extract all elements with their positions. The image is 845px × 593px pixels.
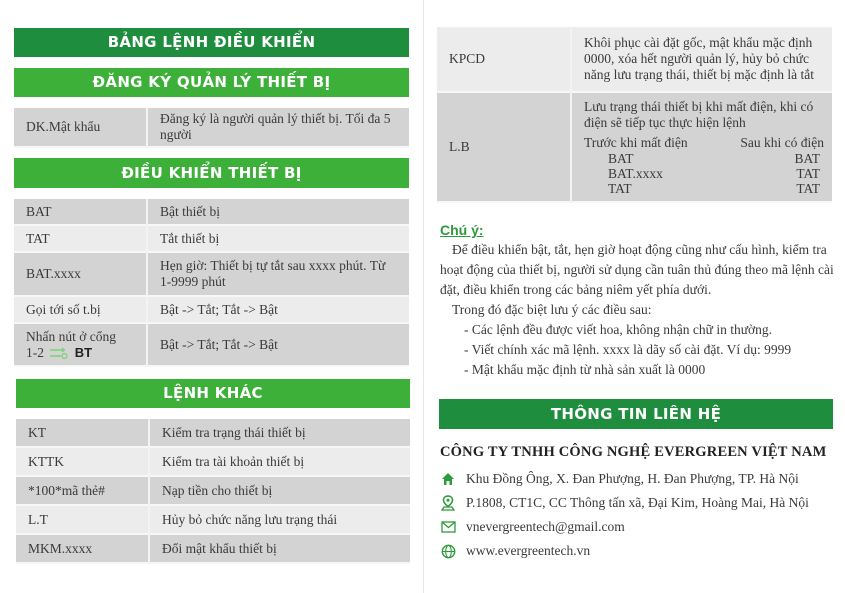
note-bullet: - Mật khẩu mặc định từ nhà sản xuất là 0000: [464, 362, 706, 377]
table-row: [14, 108, 409, 147]
contact-section-title: THÔNG TIN LIÊN HỆ: [550, 405, 722, 423]
table-row: [437, 27, 832, 92]
note-bullet: - Viết chính xác mã lệnh. xxxx là dãy số cài đặt. Ví dụ: 9999: [464, 342, 792, 357]
after-value: TAT: [796, 165, 820, 181]
control-table: [14, 199, 409, 367]
company-name: CÔNG TY TNHH CÔNG NGHỆ EVERGREEN VIỆT NAM: [440, 444, 827, 460]
command-desc: Kiểm tra tài khoản thiết bị: [149, 447, 410, 476]
contact-section-banner: [439, 399, 833, 429]
command-code: *100*mã thẻ#: [16, 476, 149, 505]
command-desc: Kiểm tra trạng thái thiết bị: [149, 419, 410, 447]
note-paragraph: Trong đó đặc biệt lưu ý các điều sau:: [452, 302, 652, 317]
contact-section: [440, 444, 835, 563]
table-row: [16, 476, 410, 505]
after-value: TAT: [796, 180, 820, 196]
command-desc: Đăng ký là người quản lý thiết bị. Tối đa 5 người: [147, 108, 409, 147]
register-section-banner: [14, 68, 409, 97]
command-code: TAT: [14, 225, 147, 252]
control-section-banner: [14, 158, 409, 188]
command-desc: Nạp tiền cho thiết bị: [149, 476, 410, 505]
contact-text: Khu Đồng Ông, X. Đan Phượng, H. Đan Phượng, TP. Hà Nội: [466, 471, 799, 486]
other-table: [16, 419, 410, 564]
before-power-loss-heading: Trước khi mất điện: [584, 134, 688, 150]
command-desc: Tắt thiết bị: [147, 225, 409, 252]
command-desc: Hủy bỏ chức năng lưu trạng thái: [149, 505, 410, 534]
globe-icon: [440, 543, 456, 559]
command-desc: Hẹn giờ: Thiết bị tự tắt sau xxxx phút. Từ 1-9999 phút: [147, 252, 409, 296]
table-row: [14, 323, 409, 366]
table-row: [14, 199, 409, 225]
after-power-restore-heading: Sau khi có điện: [740, 134, 824, 150]
before-value: TAT: [608, 180, 632, 196]
command-code-line2: 1-2: [26, 344, 44, 360]
control-section-title: ĐIỀU KHIỂN THIẾT BỊ: [121, 164, 302, 182]
register-section-title: ĐĂNG KÝ QUẢN LÝ THIẾT BỊ: [92, 73, 331, 91]
after-value: BAT: [794, 150, 820, 166]
power-state-grid: [584, 135, 832, 196]
command-desc: Bật thiết bị: [147, 199, 409, 225]
note-paragraph: Để điều khiển bật, tắt, hẹn giờ hoạt động cũng như cấu hình, kiểm tra hoạt động của thiết bị, người sử dụng cần tuân thủ đúng theo mã lệnh cài đặt, điều khiển trong các bảng niêm yết phía dưới.: [440, 242, 834, 297]
command-code: L.B: [437, 92, 571, 202]
bt-label: BT: [74, 344, 93, 360]
command-desc-cell: [571, 92, 832, 202]
command-code: L.T: [16, 505, 149, 534]
other-section-title: LỆNH KHÁC: [163, 384, 263, 402]
command-code: MKM.xxxx: [16, 534, 149, 563]
contact-address-1: [440, 467, 835, 491]
command-desc: Bật -> Tắt; Tắt -> Bật: [147, 296, 409, 323]
table-row: [14, 225, 409, 252]
main-title-banner: [14, 28, 409, 57]
home-icon: [440, 471, 456, 487]
table-row: [16, 505, 410, 534]
command-code: KPCD: [437, 27, 571, 92]
contact-email[interactable]: [440, 515, 835, 539]
command-code: DK.Mật khẩu: [14, 108, 147, 147]
table-row: [16, 419, 410, 447]
note-section: [440, 220, 835, 380]
mail-icon: [440, 519, 456, 535]
command-code: KT: [16, 419, 149, 447]
switch-toggle-icon: [49, 347, 69, 359]
note-title: Chú ý:: [440, 222, 484, 238]
contact-email-link[interactable]: vnevergreentech@gmail.com: [466, 519, 625, 534]
command-code: BAT.xxxx: [14, 252, 147, 296]
command-code: KTTK: [16, 447, 149, 476]
command-code: [14, 323, 147, 366]
contact-website[interactable]: [440, 539, 835, 563]
contact-address-2: [440, 491, 835, 515]
command-desc: Khôi phục cài đặt gốc, mật khẩu mặc định 0000, xóa hết người quản lý, hủy bỏ chức năng lưu trạng thái, thiết bị mặc định là tắt: [571, 27, 832, 92]
before-value: BAT: [608, 150, 634, 166]
command-desc: Đổi mật khẩu thiết bị: [149, 534, 410, 563]
table-row: [16, 534, 410, 563]
command-code-line1: Nhấn nút ở cổng: [26, 328, 116, 344]
table-row: [14, 296, 409, 323]
before-value: BAT.xxxx: [608, 165, 663, 181]
main-title: BẢNG LỆNH ĐIỀU KHIỂN: [107, 33, 316, 51]
contact-website-link[interactable]: www.evergreentech.vn: [466, 543, 591, 558]
table-row: [437, 92, 832, 202]
table-row: [16, 447, 410, 476]
command-desc: Bật -> Tắt; Tắt -> Bật: [147, 323, 409, 366]
command-desc: Lưu trạng thái thiết bị khi mất điện, khi có điện sẽ tiếp tục thực hiện lệnh: [584, 98, 814, 130]
note-bullet: - Các lệnh đều được viết hoa, không nhận chữ in thường.: [464, 322, 773, 337]
location-pin-icon: [440, 495, 456, 511]
reset-table: [437, 27, 832, 203]
other-section-banner: [16, 379, 410, 408]
command-code: Gọi tới số t.bị: [14, 296, 147, 323]
register-table: [14, 108, 409, 148]
table-row: [14, 252, 409, 296]
command-code: BAT: [14, 199, 147, 225]
contact-text: P.1808, CT1C, CC Thông tấn xã, Đại Kim, Hoàng Mai, Hà Nội: [466, 495, 809, 510]
